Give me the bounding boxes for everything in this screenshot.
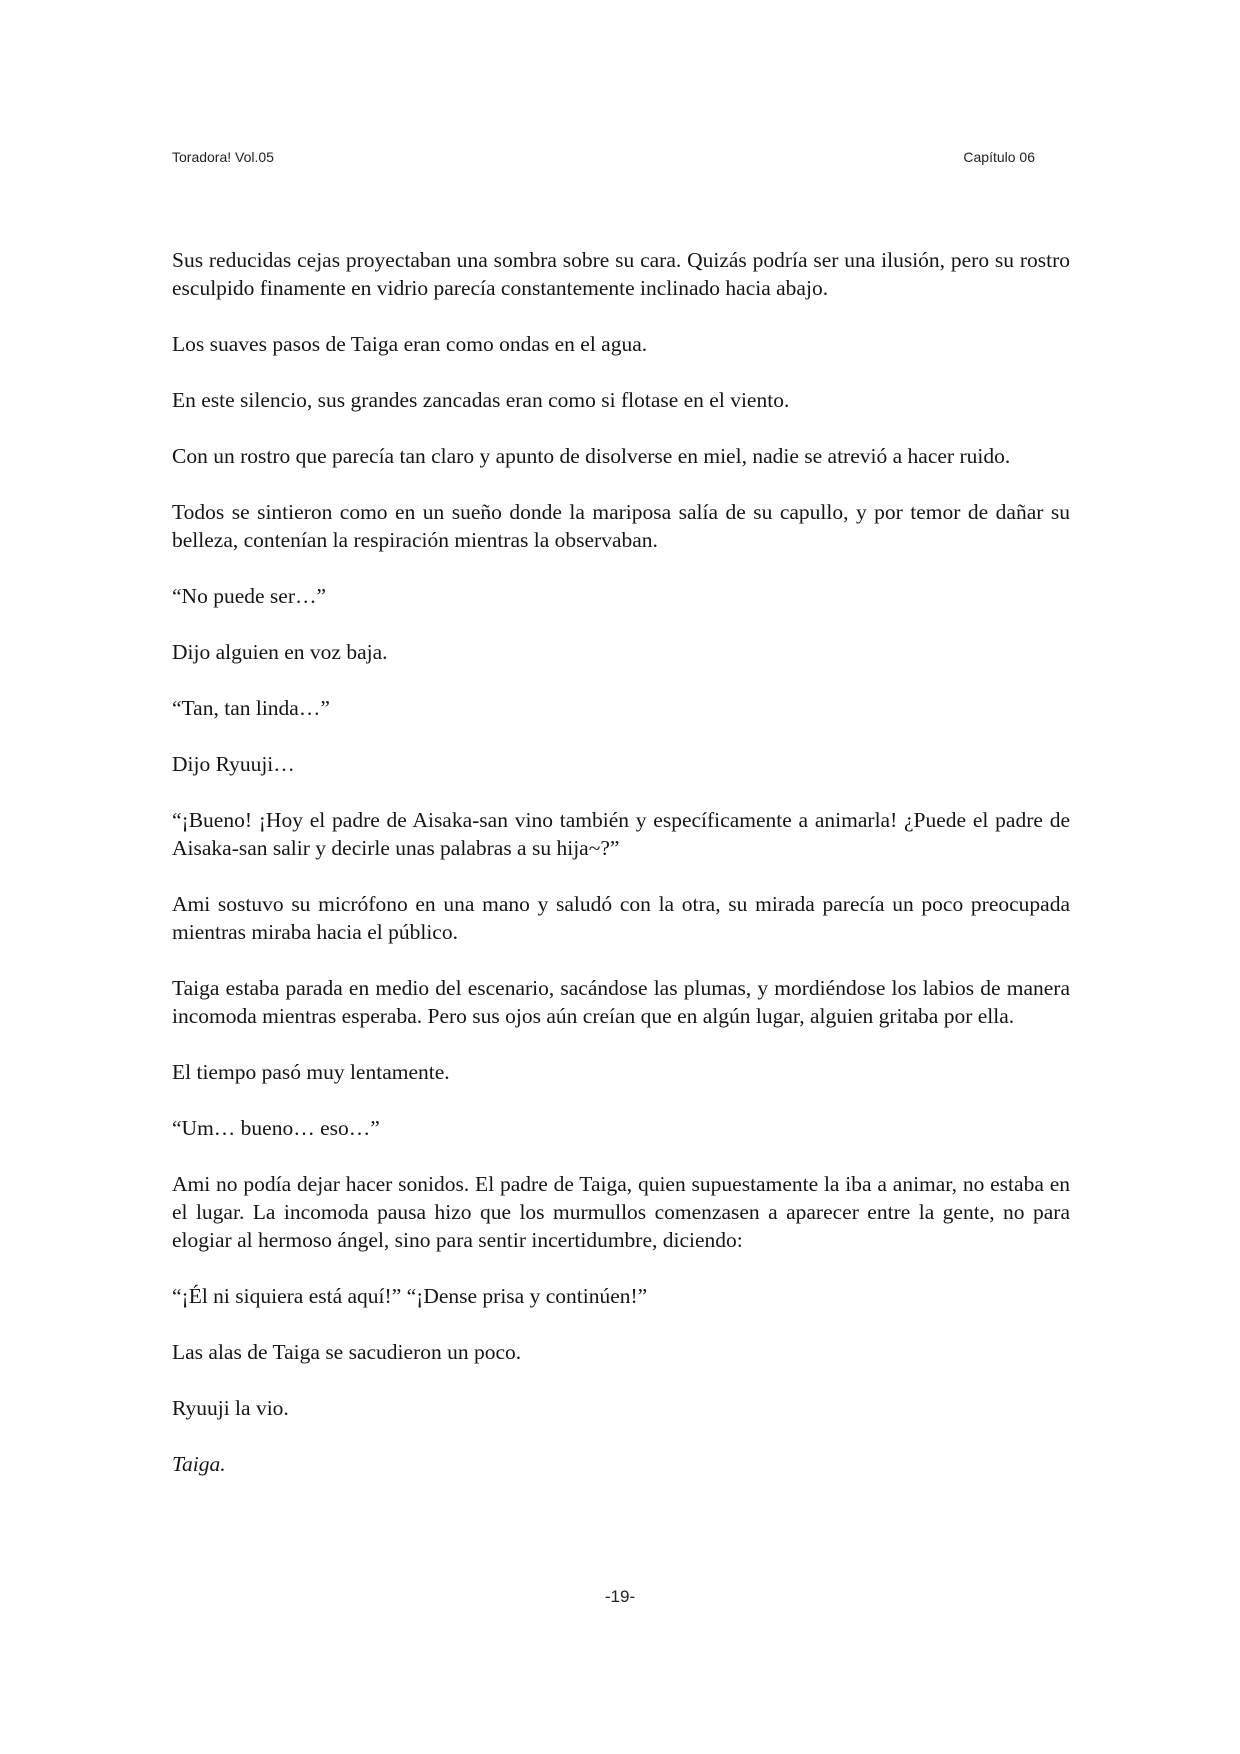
paragraph: En este silencio, sus grandes zancadas eran como si flotase en el viento. — [172, 388, 790, 412]
paragraph: El tiempo pasó muy lentamente. — [172, 1060, 450, 1084]
paragraph: Ryuuji la vio. — [172, 1396, 289, 1420]
header-chapter: Capítulo 06 — [963, 149, 1035, 165]
page-number: -19- — [604, 1587, 636, 1606]
paragraph: Los suaves pasos de Taiga eran como ondas en el agua. — [172, 332, 648, 356]
paragraph: “Tan, tan linda…” — [172, 696, 330, 720]
paragraph: “¡Bueno! ¡Hoy el padre de Aisaka-san vino también y específicamente a animarla! ¿Puede el padre de Aisaka-san salir y decirle unas palabras a su hija~?” — [172, 808, 1070, 860]
paragraph: “¡Él ni siquiera está aquí!” “¡Dense prisa y continúen!” — [172, 1284, 648, 1308]
paragraph: Con un rostro que parecía tan claro y apunto de disolverse en miel, nadie se atrevió a hacer ruido. — [172, 444, 1011, 468]
header-book-title: Toradora! Vol.05 — [172, 149, 274, 165]
paragraph: “No puede ser…” — [172, 584, 327, 608]
paragraph: Dijo Ryuuji… — [172, 752, 295, 776]
paragraph: Ami no podía dejar hacer sonidos. El padre de Taiga, quien supuestamente la iba a animar, no estaba en el lugar. La incomoda pausa hizo que los murmullos comenzasen a aparecer entre la gente, no para elogiar al hermoso ángel, sino para sentir incertidumbre, diciendo: — [172, 1172, 1070, 1252]
paragraph: Sus reducidas cejas proyectaban una sombra sobre su cara. Quizás podría ser una ilusión, pero su rostro esculpido finamente en vidrio parecía constantemente inclinado hacia abajo. — [172, 248, 1070, 300]
paragraph-italic: Taiga. — [172, 1452, 226, 1476]
chapter-body — [172, 246, 1070, 1506]
paragraph: Ami sostuvo su micrófono en una mano y saludó con la otra, su mirada parecía un poco preocupada mientras miraba hacia el público. — [172, 892, 1070, 944]
paragraph: Dijo alguien en voz baja. — [172, 640, 388, 664]
paragraph: Taiga estaba parada en medio del escenario, sacándose las plumas, y mordiéndose los labios de manera incomoda mientras esperaba. Pero sus ojos aún creían que en algún lugar, alguien gritaba por ella. — [172, 976, 1070, 1028]
paragraph: “Um… bueno… eso…” — [172, 1116, 380, 1140]
paragraph: Las alas de Taiga se sacudieron un poco. — [172, 1340, 522, 1364]
paragraph: Todos se sintieron como en un sueño donde la mariposa salía de su capullo, y por temor de dañar su belleza, contenían la respiración mientras la observaban. — [172, 500, 1070, 552]
